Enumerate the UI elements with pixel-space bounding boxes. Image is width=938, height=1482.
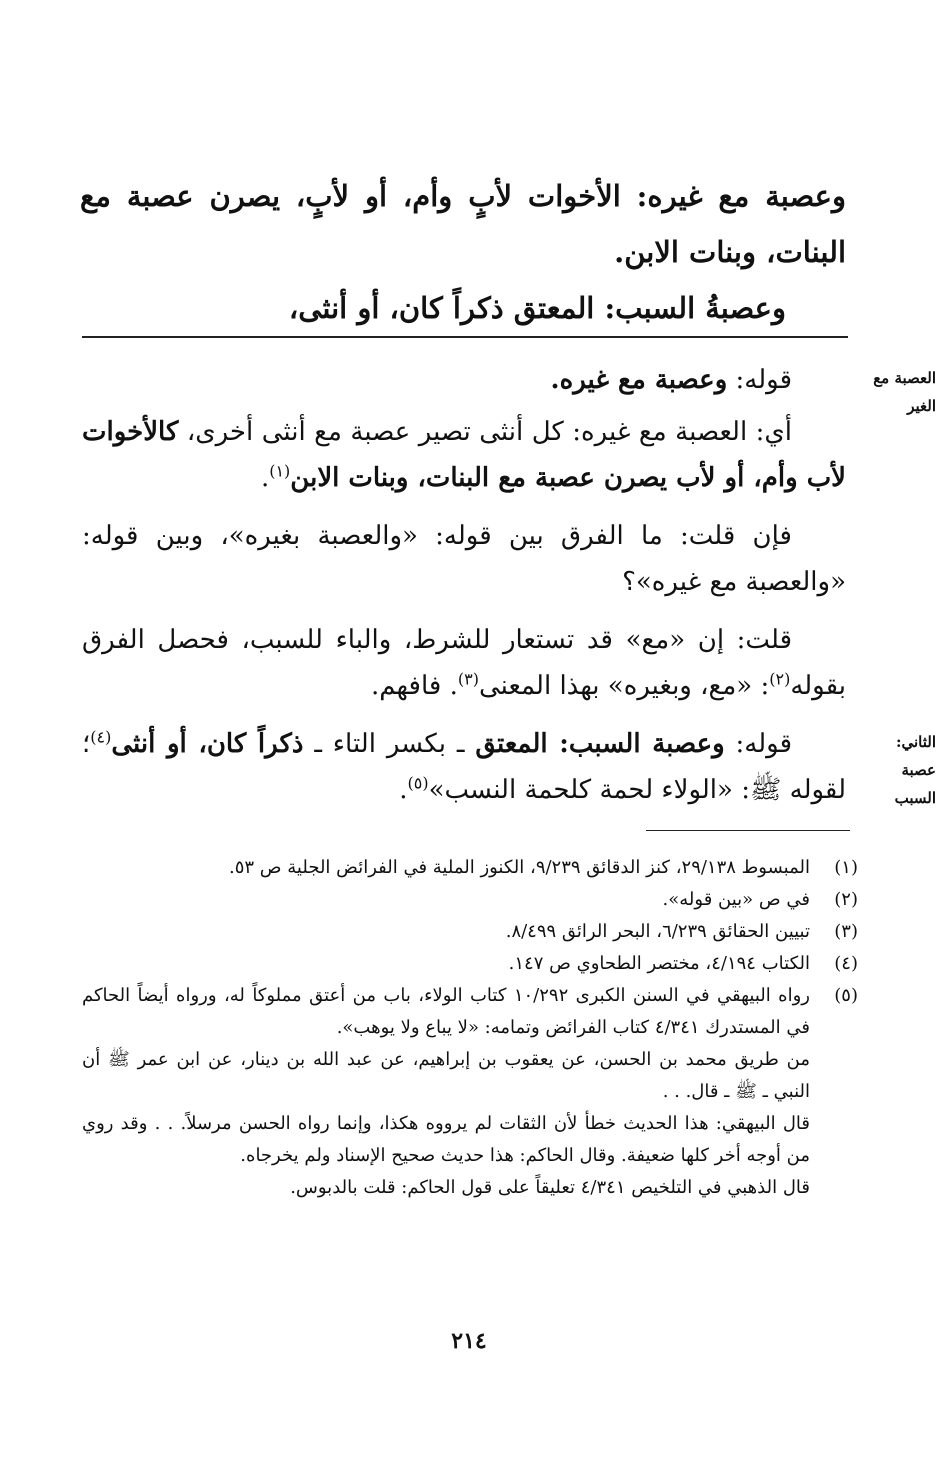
quoted-matn: وعصبة مع غيره. [550, 365, 728, 395]
matn-text [80, 168, 846, 336]
footnote-5-continuation: من طريق محمد بن الحسن، عن يعقوب بن إبراهيم، عن عبد الله بن دينار، عن ابن عمر ﷺ أن النبي ـ ﷺ ـ قال. . . [82, 1049, 810, 1102]
side-note-asaba-ma-ghayr: العصبة مع الغير [873, 369, 936, 415]
footnote-text: رواه البيهقي في السنن الكبرى ١٠/٢٩٢ كتاب الولاء، باب من أعتق مملوكاً له، ورواه أيضاً الحاكم في المستدرك ٤/٣٤١ كتاب الفرائض وتمامه: «لا يباع ولا يوهب». [82, 985, 810, 1038]
footnote-3 [82, 916, 858, 948]
footnote-number: (١) [834, 857, 858, 878]
footnote-4 [82, 948, 858, 980]
footnote-2 [82, 884, 858, 916]
footnote-5-continuation: قال البيهقي: هذا الحديث خطأ لأن الثقات لم يرووه هكذا، وإنما رواه الحسن مرسلاً. . . وقد روي من أوجه أخر كلها ضعيفة. وقال الحاكم: هذا حديث صحيح الإسناد ولم يخرجاه. [82, 1113, 810, 1166]
footnote-ref: (٥) [407, 773, 429, 793]
footnote-text: الكتاب ٤/١٩٤، مختصر الطحاوي ص ١٤٧. [508, 953, 810, 974]
footnote-ref: (٢) [769, 669, 791, 689]
quoted-matn: ذكراً كان، أو أنثى [111, 729, 304, 759]
footnote-text: المبسوط ٢٩/١٣٨، كنز الدقائق ٩/٢٣٩، الكنوز الملية في الفرائض الجلية ص ٥٣. [229, 857, 810, 878]
footnotes [82, 852, 858, 1204]
sharh-text [82, 357, 846, 813]
footnote-number: (٥) [834, 985, 858, 1006]
footnote-text: في ص «بين قوله». [662, 889, 810, 910]
sharh-para-1 [82, 357, 846, 403]
footnote-number: (٢) [834, 889, 858, 910]
sharh-para-3: فإن قلت: ما الفرق بين قوله: «والعصبة بغيره»، وبين قوله: «والعصبة مع غيره»؟ [82, 521, 846, 597]
page-number: ٢١٤ [451, 1328, 487, 1354]
footnote-number: (٣) [834, 921, 858, 942]
matn-line-2: وعصبةُ السبب: المعتق ذكراً كان، أو أنثى، [288, 291, 786, 325]
footnote-text: تبيين الحقائق ٦/٢٣٩، البحر الرائق ٨/٤٩٩. [505, 921, 810, 942]
side-note-thani: الثاني: عصبة السبب [894, 733, 936, 807]
footnote-ref: (٣) [457, 669, 479, 689]
quoted-matn: وعصبة السبب: المعتق [475, 729, 725, 759]
qawluhu-label: قوله: [735, 365, 792, 395]
matn-separator [82, 336, 848, 338]
sharh-para-4: قلت: إن «مع» قد تستعار للشرط، والباء للسبب، فحصل الفرق بقوله$^{(٢)}$: «مع، وبغيره» بهذا المعنى$^{(٣)}$. فافهم. [82, 625, 846, 701]
footnote-5 [82, 980, 858, 1044]
sharh-para-2: أي: العصبة مع غيره: كل أنثى تصير عصبة مع أنثى أخرى، كالأخوات لأب وأم، أو لأب يصرن عصبة مع البنات، وبنات الابن$^{(١)}$. [82, 417, 846, 493]
footnote-number: (٤) [834, 953, 858, 974]
footnote-1 [82, 852, 858, 884]
footnote-ref: (٤) [90, 727, 112, 747]
footnote-separator [646, 830, 850, 831]
sharh-para-5: قوله: وعصبة السبب: المعتق ـ بكسر التاء ـ ذكراً كان، أو أنثى$^{(٤)}$؛ لقوله ﷺ: «الولاء لحمة كلحمة النسب»$^{(٥)}$. [82, 727, 846, 805]
quoted-matn: كالأخوات لأب وأم، أو لأب يصرن عصبة مع البنات، وبنات الابن [82, 417, 846, 493]
footnote-ref: (١) [269, 461, 291, 481]
matn-line-1: وعصبة مع غيره: الأخوات لأبٍ وأم، أو لأبٍ، يصرن عصبة مع البنات، وبنات الابن. [80, 179, 846, 269]
footnote-5-continuation: قال الذهبي في التلخيص ٤/٣٤١ تعليقاً على قول الحاكم: قلت بالدبوس. [290, 1177, 810, 1198]
